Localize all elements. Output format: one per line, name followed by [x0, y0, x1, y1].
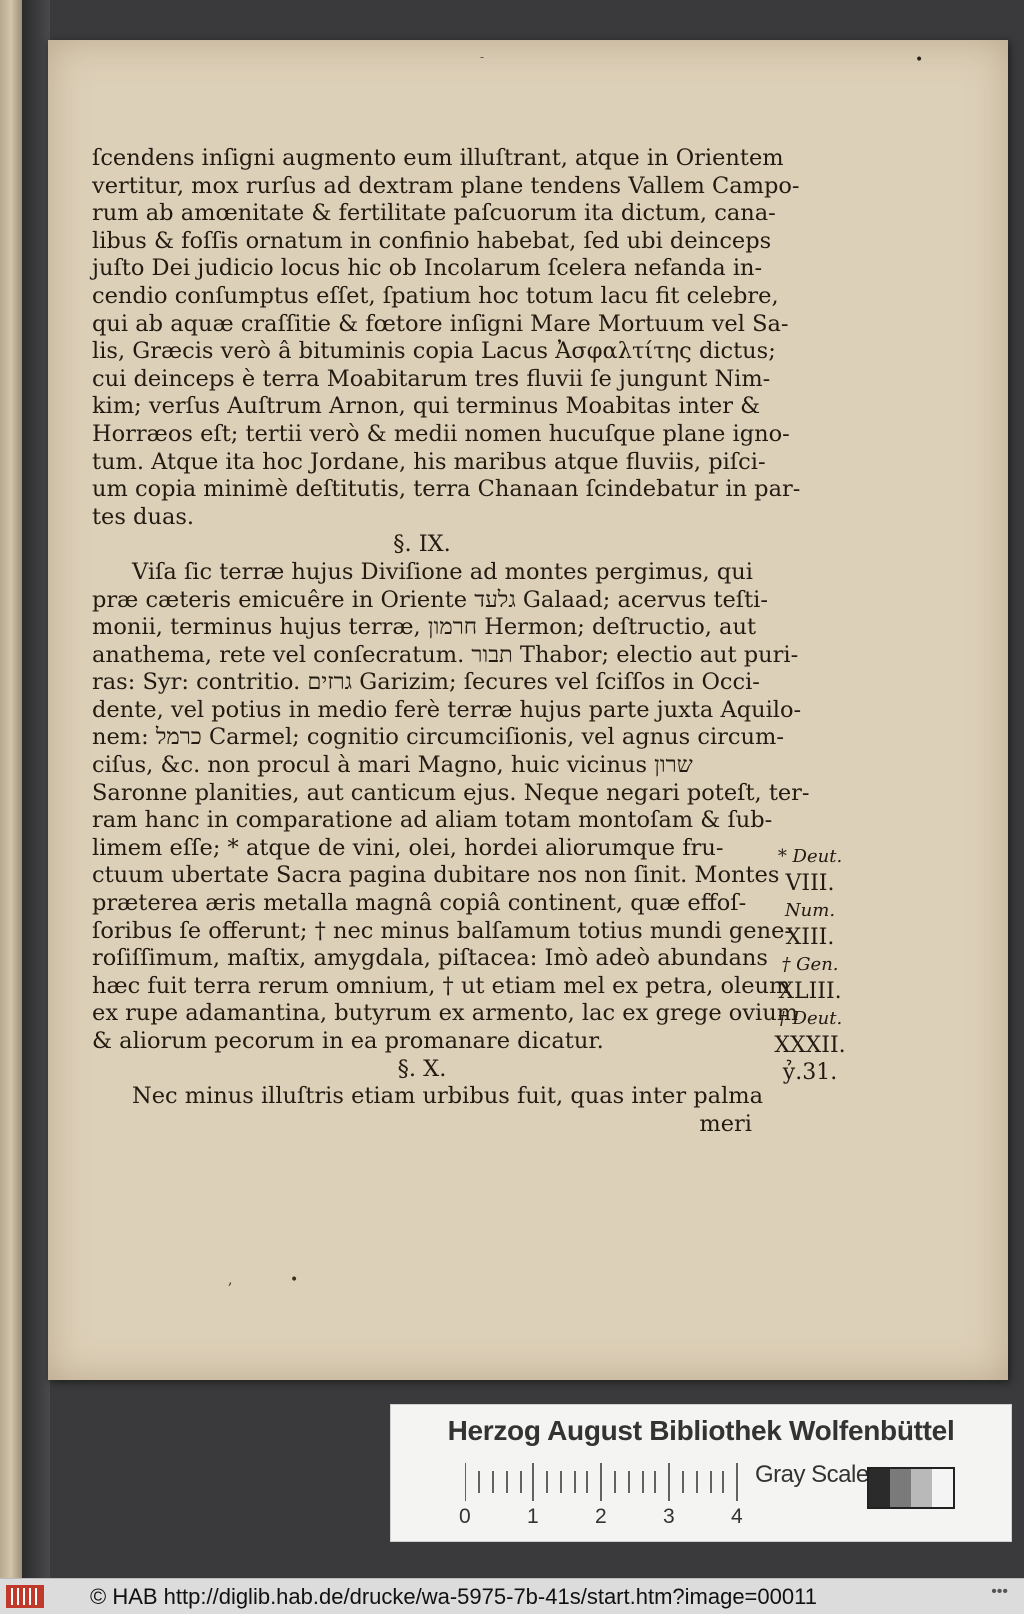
- gray-swatch: [911, 1469, 932, 1507]
- ruler-number: 4: [731, 1505, 743, 1528]
- catchword: meri: [699, 1110, 752, 1137]
- text-line: tes duas.: [92, 503, 195, 530]
- text-line: nem: כרמל Carmel; cognitio circumciſionis, vel agnus circum-: [92, 724, 784, 751]
- text-line: ras: Syr: contritio. גרזים Garizim; ſecures vel ſciſſos in Occi-: [92, 669, 760, 696]
- book-edge: [0, 0, 22, 1580]
- ruler-number: 0: [459, 1505, 471, 1528]
- stray-mark: ,: [228, 1272, 233, 1288]
- text-line: monii, terminus hujus terræ, חרמון Hermon; deſtructio, aut: [92, 614, 756, 641]
- text-line: ſoribus ſe offerunt; † nec minus balſamum totius mundi gene-: [92, 917, 793, 944]
- text-line: hæc fuit terra rerum omnium, † ut etiam mel ex petra, oleum: [92, 972, 791, 999]
- text-line: tum. Atque ita hoc Jordane, his maribus atque fluviis, piſci-: [92, 448, 766, 475]
- text-line: limem eſſe; * atque de vini, olei, hordei aliorumque fru-: [92, 834, 724, 861]
- margin-note: XLIII.: [778, 979, 842, 1004]
- text-line: ctuum ubertate Sacra pagina dubitare nos non ſinit. Montes: [92, 862, 780, 889]
- page-top-mark: -: [480, 50, 485, 64]
- ruler-number: 2: [595, 1505, 607, 1528]
- text-line: libus & foſſis ornatum in confinio habebat, ſed ubi deinceps: [92, 227, 772, 254]
- ruler-number: 3: [663, 1505, 675, 1528]
- ruler-scale: [465, 1463, 745, 1503]
- text-line: kim; verſus Auſtrum Arnon, qui terminus Moabitas inter &: [92, 393, 761, 420]
- text-line: Viſa ſic terræ hujus Diviſione ad montes pergimus, qui: [132, 558, 753, 585]
- gray-scale-label: Gray Scale: [755, 1461, 869, 1488]
- gray-scale-bar: [867, 1467, 955, 1509]
- margin-note: † Deut.: [777, 1008, 843, 1029]
- stray-mark: •: [290, 1272, 299, 1288]
- margin-note: VIII.: [785, 871, 835, 896]
- section-heading-ix: §. IX.: [393, 531, 451, 558]
- text-line: Nec minus illuſtris etiam urbibus fuit, quas inter palma: [132, 1083, 764, 1110]
- text-line: rum ab amœnitate & fertilitate paſcuorum ita dictum, cana-: [92, 200, 776, 227]
- ruler-number: 1: [527, 1505, 539, 1528]
- margin-note: XIII.: [785, 925, 835, 950]
- margin-note: XXXII.: [774, 1033, 846, 1058]
- text-line: um copia minimè deſtitutis, terra Chanaan ſcindebatur in par-: [92, 476, 801, 503]
- text-line: roſiſſimum, maſtix, amygdala, piſtacea: Imò adeò abundans: [92, 945, 768, 972]
- text-line: ciſus, &c. non procul à mari Magno, huic vicinus שרון: [92, 752, 693, 779]
- margin-note: * Deut.: [777, 846, 843, 867]
- hab-logo-icon: [6, 1585, 44, 1608]
- text-line: præ cæteris emicuêre in Oriente גלעד Galaad; acervus teſti-: [92, 586, 768, 613]
- text-line: vertitur, mox rurſus ad dextram plane tendens Vallem Campo-: [92, 172, 800, 199]
- copyright-url[interactable]: © HAB http://diglib.hab.de/drucke/wa-5975-7b-41s/start.htm?image=00011: [90, 1584, 817, 1609]
- text-line: ſcendens inſigni augmento eum illuſtrant, atque in Orientem: [92, 145, 784, 171]
- text-line: dente, vel potius in medio ferè terræ hujus parte juxta Aquilo-: [92, 696, 802, 723]
- more-options-icon[interactable]: •••: [991, 1583, 1008, 1600]
- gray-swatch: [932, 1469, 953, 1507]
- text-line: lis, Græcis verò â bituminis copia Lacus Ἀσφαλτίτης dictus;: [92, 338, 776, 365]
- text-line: ram hanc in comparatione ad aliam totam montoſam & ſub-: [92, 807, 773, 834]
- text-line: & aliorum pecorum in ea promanare dicatur.: [92, 1028, 604, 1054]
- book-gutter: [22, 0, 50, 1580]
- text-line: cendio conſumptus eſſet, ſpatium hoc totum lacu fit celebre,: [92, 282, 779, 309]
- gray-swatch: [869, 1469, 890, 1507]
- text-line: cui deinceps è terra Moabitarum tres fluvii ſe jungunt Nim-: [92, 365, 771, 392]
- text-line: Saronne planities, aut canticum ejus. Neque negari poteſt, ter-: [92, 779, 810, 806]
- section-heading-x: §. X.: [397, 1055, 447, 1082]
- text-line: juſto Dei judicio locus hic ob Incolarum ſcelera nefanda in-: [92, 255, 763, 282]
- page-corner-mark: •: [915, 52, 924, 68]
- margin-notes: [760, 843, 860, 1086]
- margin-note: ỷ.31.: [782, 1060, 838, 1085]
- gray-swatch: [890, 1469, 911, 1507]
- footer-bar: [0, 1578, 1024, 1614]
- margin-note: Num.: [784, 900, 836, 921]
- text-line: ex rupe adamantina, butyrum ex armento, lac ex grege ovium: [92, 1000, 799, 1027]
- text-line: præterea æris metalla magnâ copiâ continent, quæ effoſ-: [92, 890, 747, 917]
- library-name: Herzog August Bibliothek Wolfenbüttel: [447, 1415, 955, 1446]
- text-line: Horræos eſt; tertii verò & medii nomen hucuſque plane igno-: [92, 420, 790, 447]
- text-line: anathema, rete vel conſecratum. תבור Thabor; electio aut puri-: [92, 641, 799, 668]
- library-stamp: [390, 1404, 1012, 1542]
- margin-note: † Gen.: [781, 954, 839, 975]
- text-line: qui ab aquæ craſſitie & fœtore inſigni Mare Mortuum vel Sa-: [92, 310, 789, 337]
